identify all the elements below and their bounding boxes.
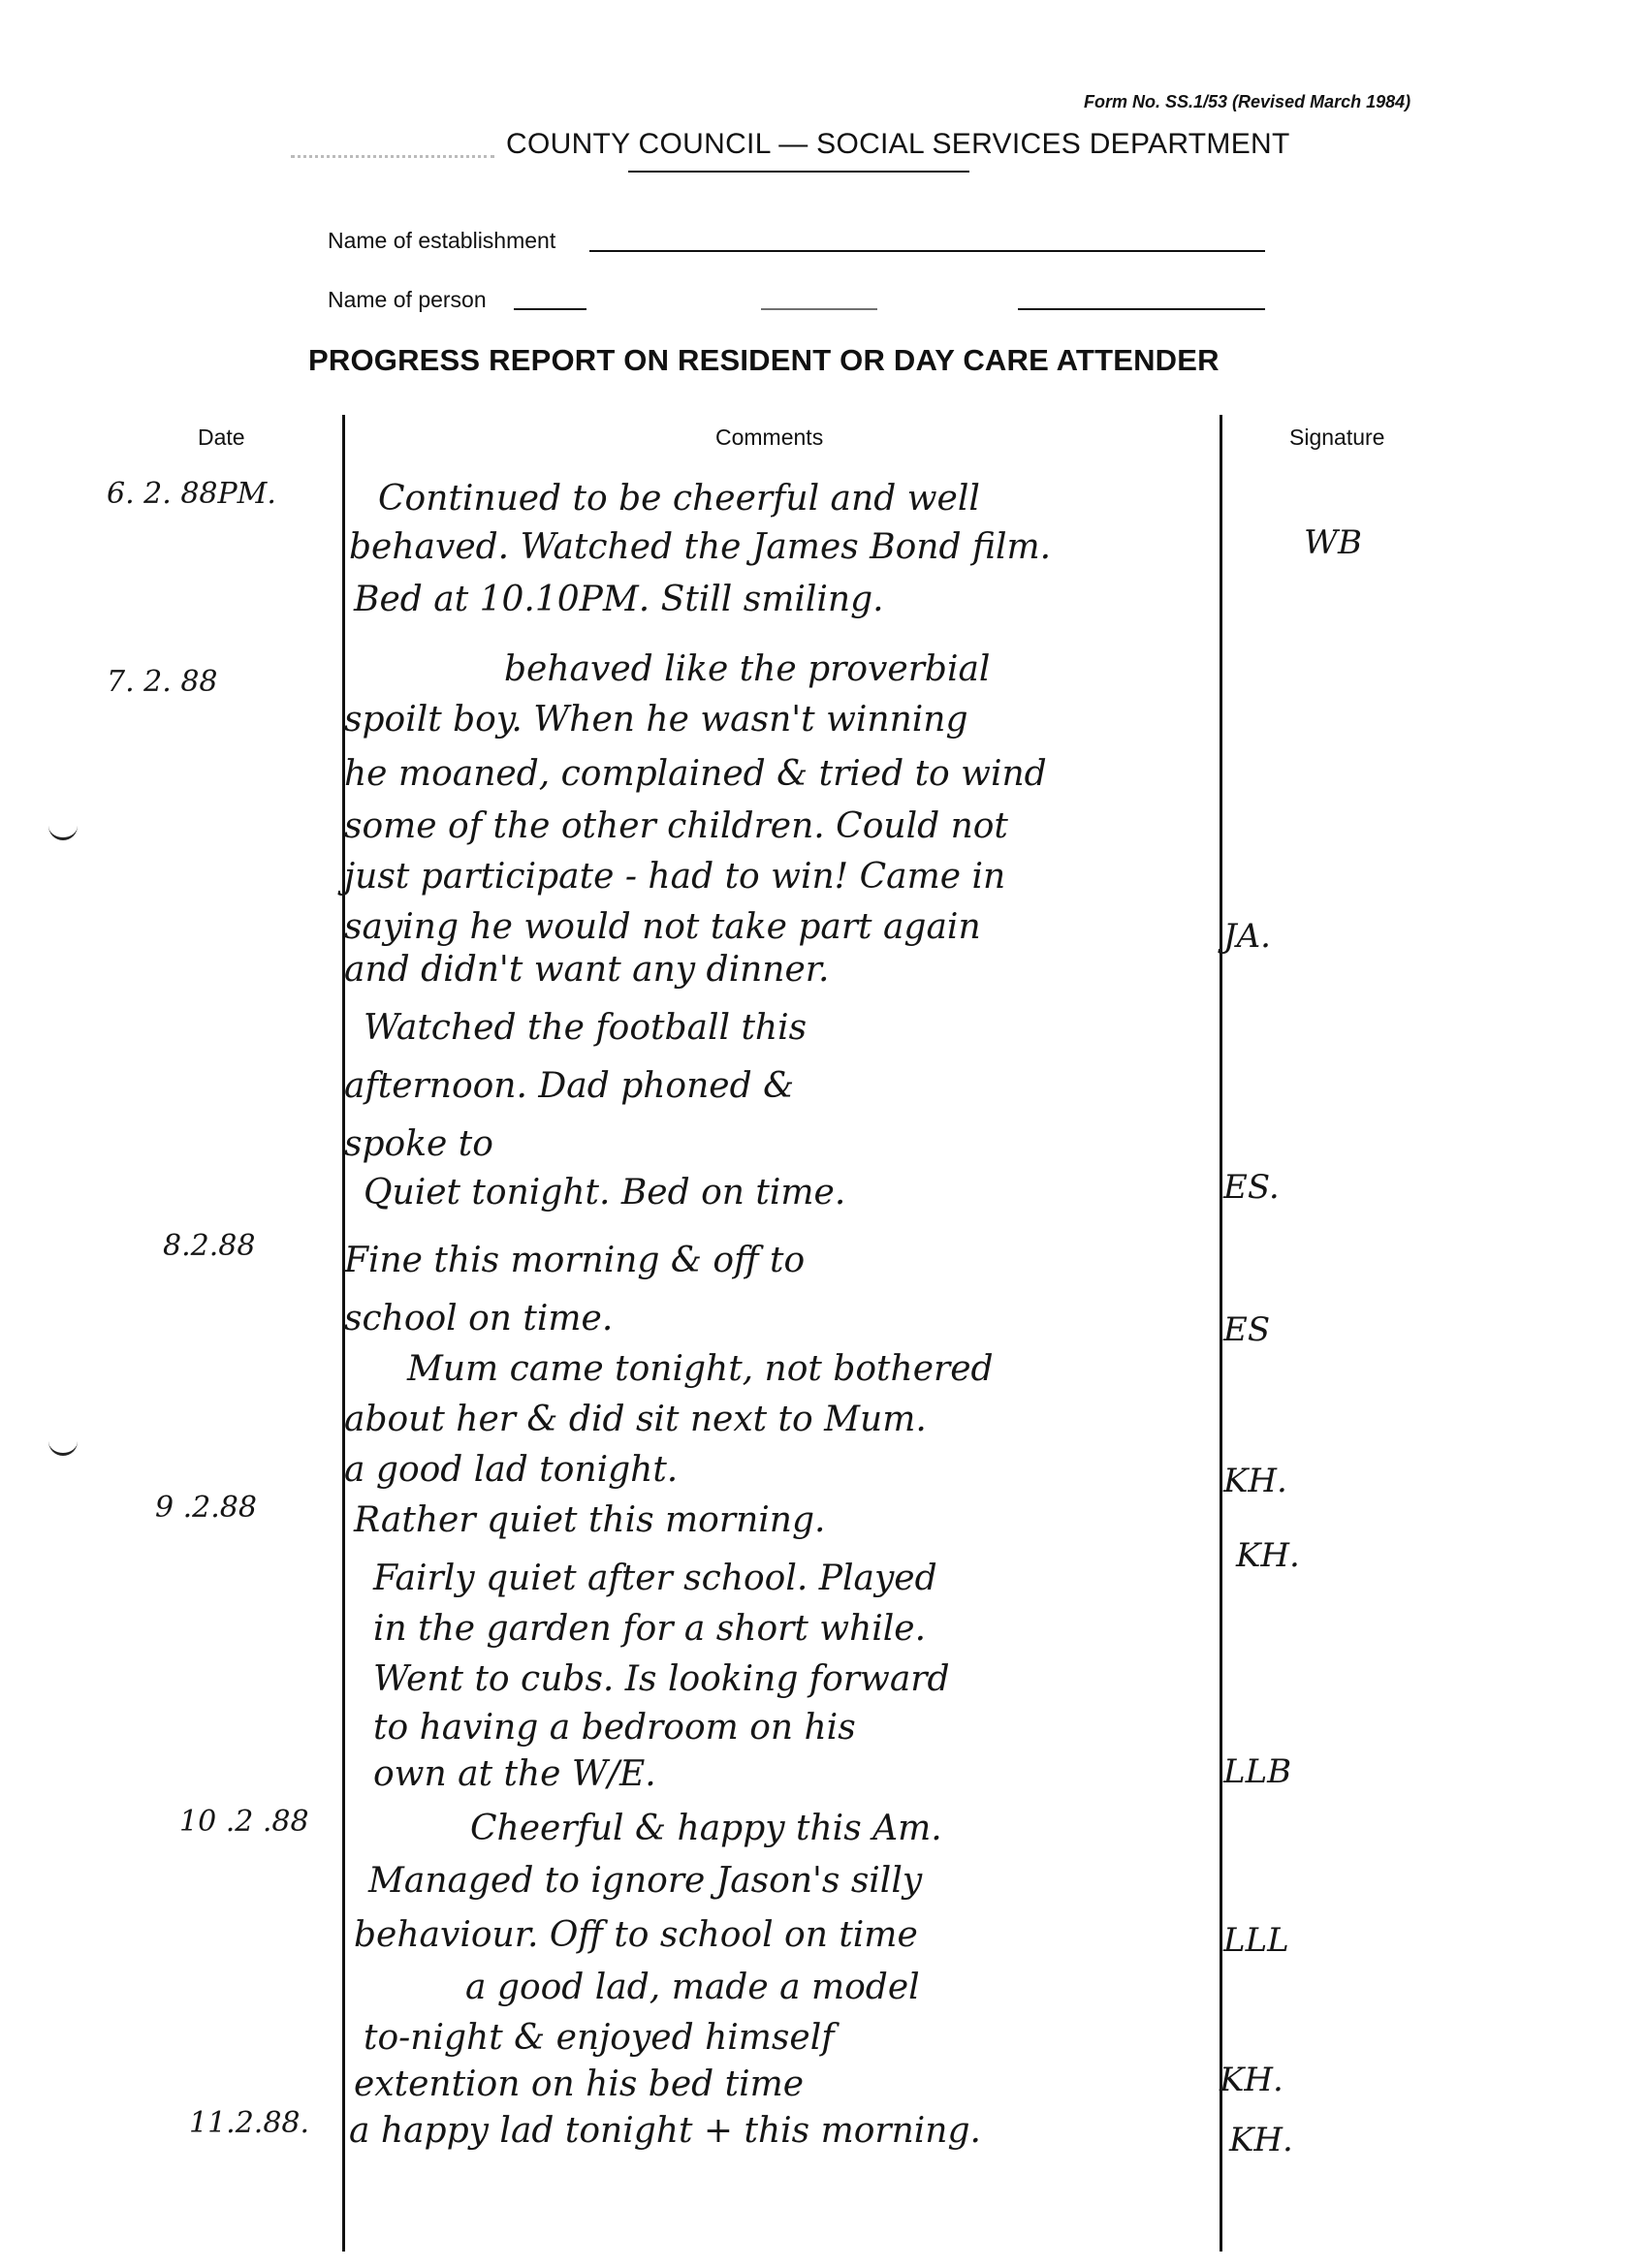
comment-line: own at the W/E. — [373, 1754, 656, 1794]
comment-line: to having a bedroom on his — [373, 1708, 856, 1748]
signature: ES. — [1223, 1168, 1280, 1207]
signature: KH. — [1220, 2061, 1284, 2099]
comment-line: school on time. — [344, 1299, 614, 1339]
date-column-header: Date — [198, 425, 245, 450]
signature: ES — [1223, 1310, 1271, 1349]
signature: LLB — [1223, 1752, 1292, 1791]
comment-line: saying he would not take part again — [344, 907, 981, 947]
comment-line: Watched the football this — [364, 1008, 808, 1048]
signature: LLL — [1223, 1921, 1289, 1960]
comment-line: spoke to — [344, 1124, 493, 1164]
comment-line: extention on his bed time — [354, 2064, 805, 2104]
comment-line: some of the other children. Could not — [344, 806, 1008, 846]
signature: KH. — [1223, 1462, 1287, 1500]
comment-line: Mum came tonight, not bothered — [407, 1349, 994, 1389]
comment-line: behaviour. Off to school on time — [354, 1915, 918, 1955]
establishment-label: Name of establishment — [328, 228, 556, 253]
comment-line: Fairly quiet after school. Played — [373, 1559, 937, 1598]
heading-underline — [628, 171, 969, 173]
comment-line: behaved like the proverbial — [504, 649, 991, 689]
signature: KH. — [1229, 2121, 1293, 2159]
comment-line: Went to cubs. Is looking forward — [373, 1659, 950, 1699]
comment-line: Bed at 10.10PM. Still smiling. — [354, 580, 884, 619]
comment-line: Cheerful & happy this Am. — [470, 1809, 942, 1848]
person-line-end — [1018, 308, 1265, 310]
comment-line: afternoon. Dad phoned & — [344, 1066, 795, 1106]
entry-date: 10 .2 .88 — [179, 1805, 309, 1839]
entry-date: 7. 2. 88 — [107, 665, 218, 699]
punch-hole-mark — [48, 1439, 78, 1456]
signature: JA. — [1223, 917, 1271, 956]
redacted-area — [291, 136, 494, 158]
comment-line: just participate - had to win! Came in — [344, 857, 1006, 897]
person-line-mid — [761, 308, 877, 310]
comment-line: Fine this morning & off to — [344, 1241, 806, 1280]
comment-line: Managed to ignore Jason's silly — [368, 1861, 923, 1901]
entry-date: 6. 2. 88PM. — [107, 477, 276, 511]
signature-column-rule — [1220, 415, 1222, 2252]
entry-date: 9 .2.88 — [155, 1491, 257, 1525]
comment-line: spoilt boy. When he wasn't winning — [344, 700, 968, 740]
comments-column-header: Comments — [715, 425, 824, 450]
comment-line: Continued to be cheerful and well — [378, 479, 980, 519]
punch-hole-mark — [48, 824, 78, 840]
comment-line: about her & did sit next to Mum. — [344, 1400, 927, 1439]
council-heading: COUNTY COUNCIL — SOCIAL SERVICES DEPARTMENT — [506, 128, 1290, 160]
form-number: Form No. SS.1/53 (Revised March 1984) — [1084, 92, 1411, 111]
report-title: PROGRESS REPORT ON RESIDENT OR DAY CARE ATTENDER — [308, 343, 1220, 377]
signature-column-header: Signature — [1289, 425, 1385, 450]
person-line-start — [514, 308, 586, 310]
comment-line: behaved. Watched the James Bond film. — [349, 527, 1052, 567]
comment-line: a good lad, made a model — [465, 1968, 920, 2007]
comment-line: Rather quiet this morning. — [354, 1500, 826, 1540]
signature: WB — [1304, 523, 1362, 562]
comment-line: in the garden for a short while. — [373, 1609, 927, 1649]
comment-line: a happy lad tonight + this morning. — [349, 2111, 981, 2151]
entry-date: 8.2.88 — [163, 1229, 256, 1263]
comment-line: a good lad tonight. — [344, 1450, 679, 1490]
signature: KH. — [1236, 1536, 1300, 1575]
entry-date: 11.2.88. — [189, 2106, 310, 2140]
person-label: Name of person — [328, 287, 487, 312]
comment-line: and didn't want any dinner. — [344, 950, 830, 990]
comment-line: Quiet tonight. Bed on time. — [364, 1173, 846, 1213]
comment-line: he moaned, complained & tried to wind — [344, 754, 1047, 794]
establishment-line — [589, 250, 1265, 252]
comment-line: to-night & enjoyed himself — [364, 2018, 835, 2058]
